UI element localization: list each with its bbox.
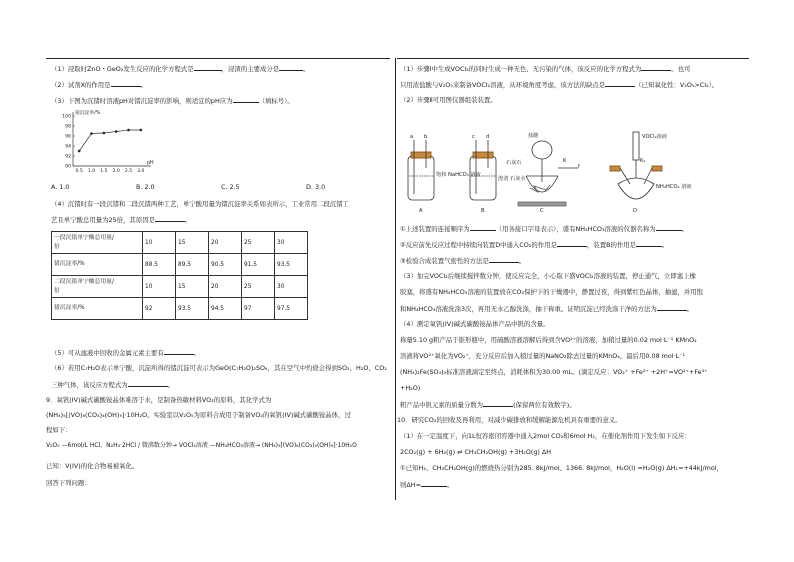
table-cell: 97.5 (275, 298, 308, 320)
right-column (397, 0, 787, 562)
answer-blank (657, 304, 687, 311)
r9-text: 粗产品中钒元素的质量分数为 (400, 401, 484, 409)
table-cell: 88.5 (143, 254, 176, 276)
table-cell: 97 (242, 298, 275, 320)
table-cell: 90.5 (209, 254, 242, 276)
y-tick-label: 98 (65, 124, 71, 130)
label-k2: K₂ (640, 158, 646, 164)
label-hcl: 盐酸 (528, 133, 539, 139)
table-row-label-text: 二段沉锗单宁酸总用量/ (54, 278, 114, 285)
answer-blank (128, 380, 168, 387)
table-row-label (52, 298, 143, 320)
choice-b: B. 2.0 (136, 183, 155, 191)
answer-blank (421, 480, 447, 487)
q10-equation: 2CO₂(g) + 6H₂(g) ⇌ CH₃CH₂OH(g) +3H₂O(g) ΔH (400, 448, 552, 456)
r1-text-b: 。也可 (671, 65, 691, 73)
answer-blank (557, 240, 587, 247)
q9-line-b: (NH₄)₅[(VO)₆(CO₃)₄(OH)₉]·10H₂O。实验室以V₂O₅为原料合成用于制备VO₂的氧钒(IV)碱式碳酸铵晶体，过 (46, 411, 351, 419)
x-tick-label: 2.0 (112, 169, 120, 174)
q9-line-c: 程如下： (46, 426, 72, 434)
answer-blank (155, 215, 185, 222)
q9-prompt: 回答下列问题： (46, 479, 91, 487)
x-tick-label: 1.0 (87, 169, 96, 174)
q9-line: 9．氧钒(IV)碱式碳酸铵晶体难溶于水，是制备热敏材料VO₂的原料，其化学式为 (46, 396, 272, 404)
r7-line: （4）测定氧钒(IV)碱式碳酸铵晶体产品中钒的含量。 (400, 320, 550, 328)
x-axis-label: pH (147, 161, 154, 166)
choice-d: D. 3.0 (306, 183, 326, 191)
table-row-label-text: 倍 (54, 243, 60, 250)
q2-text: （2）试剂X的作用是 (51, 81, 111, 89)
q3-line: （3）下图为沉锗时溶液pH对锗沉淀率的影响，则适宜的pH应为 （填标号）。 (51, 97, 294, 105)
answer-blank (489, 256, 519, 263)
label-nahco3: 饱和 NaHCO₃ 溶液 (436, 172, 481, 178)
q10-line-b: ①已知H₂、CH₃CH₂OH(g)的燃烧热分别为285. 8kJ/mol、1366. 8kJ/mol，H₂O(l) =H₂O(g) ΔH₁=+44kJ/mol， (400, 464, 723, 472)
q4-line-b: 艺且单宁酸总用量为25倍，其原因是 。 (51, 216, 192, 224)
r6-line-b: 胶塞，将盛有NH₄HCO₃溶液的装置放在CO₂保护下的干燥器中，静置过夜，得到紫红色晶体，抽滤，并用饱 (400, 288, 704, 296)
answer-blank (233, 96, 259, 103)
r6-line-c: 和NH₄HCO₃溶液洗涤3次，再用无水乙醇洗涤，抽干称重。证明沉淀已经洗涤干净的方法为 。 (400, 305, 694, 313)
series-line (79, 130, 141, 151)
q6-line-b: 三种气体，该反应方程式为 。 (51, 381, 175, 389)
r2-line: （2）步骤Ⅱ可用图仪器组装装置。 (400, 96, 497, 104)
table-row (52, 232, 308, 254)
r1-text-c: 只用浓盐酸与V₂O₅来制备VOCl₂溶液，从环境角度考虑，该方法的缺点是 (400, 81, 606, 89)
q1-text: （1）浸取时ZnO・GeO₂发生反应的化学方程式是 (51, 65, 194, 73)
r5-text: ③检验合成装置气密性的方法是 (400, 257, 489, 265)
data-point (140, 129, 143, 132)
table-cell: 89.5 (176, 254, 209, 276)
r4-text-b: ，装置B的作用是 (586, 241, 637, 249)
choice-c: C. 2.5 (221, 183, 240, 191)
q10-line-a: （1）在一定温度下，向1L恒容密闭容器中通入2mol CO₂和6mol H₂，在催化剂作用下发生如下反应： (400, 432, 691, 440)
table-cell: 93.5 (176, 298, 209, 320)
r9-line (400, 400, 576, 409)
table-cell: 15 (176, 276, 209, 298)
table-cell: 10 (143, 276, 176, 298)
data-point (90, 132, 93, 135)
r1-text: （1）步骤Ⅰ中生成VOCl₂的同时生成一种无色、无污染的气体，该反应的化学方程式为 (400, 65, 642, 73)
r3-text: ①上述装置的连接顺序为 (400, 225, 470, 233)
table-row-label-text: 倍 (54, 287, 60, 294)
table-cell: 20 (209, 276, 242, 298)
r3-text-b: （用各接口字母表示），盛有NH₄HCO₃溶液的仪器名称为 (495, 225, 656, 233)
r1-line-c: 只用浓盐酸与V₂O₅来制备VOCl₂溶液，从环境角度考虑，该方法的缺点是 （已知氧化性：V₂O₅>Cl₂）。 (400, 81, 719, 89)
label-limewater: 澄清 石灰水 (498, 176, 526, 182)
x-tick-label: 2.5 (124, 169, 133, 174)
table-row (52, 254, 308, 276)
r8-line-d: +H₂O) (400, 384, 421, 392)
q10-text-c: 则ΔH= (400, 481, 421, 489)
r8-line: 称量5.10 g粗产品于锥形瓶中，用硫酸溶液溶解后得到含VO²⁺的溶液，加稍过量的0.02 mol·L⁻¹ KMnO₄ (400, 336, 697, 344)
label-C: C (540, 208, 544, 214)
y-tick-label: 90 (65, 164, 71, 170)
label-b: b (424, 134, 428, 140)
table-row-label-text: 锗沉淀率/% (54, 261, 85, 267)
germanium-table (51, 231, 308, 320)
table-cell: 10 (143, 232, 176, 254)
q5-text: （5）可从滤液中回收的金属元素主要有 (51, 349, 164, 357)
q2-line: （2）试剂X的作用是 。 (51, 81, 147, 89)
label-B: B (481, 208, 485, 214)
column-divider (395, 58, 396, 500)
label-A: A (419, 208, 423, 214)
r6-text-c: 和NH₄HCO₃溶液洗涤3次，再用无水乙醇洗涤，抽干称重。证明沉淀已经洗涤干净的方法为 (400, 305, 657, 313)
table-row-label (52, 276, 143, 298)
table-row (52, 298, 308, 320)
data-point (78, 150, 81, 153)
label-a: a (410, 134, 414, 140)
answer-blank (605, 80, 635, 87)
x-tick-label: 3.0 (137, 169, 145, 174)
table-cell: 92 (143, 298, 176, 320)
table-row-label (52, 232, 143, 254)
apparatus-b (470, 140, 496, 200)
ph-chart (55, 108, 175, 180)
r9-text-b: (保留两位有效数字)。 (513, 401, 576, 409)
y-tick-label: 96 (65, 134, 71, 140)
label-limestone: 石灰石 (506, 160, 522, 166)
table-row-label-text: 锗沉淀率/% (54, 305, 85, 311)
y-tick-label: 92 (65, 154, 71, 160)
data-point (103, 132, 106, 135)
table-cell: 91.5 (242, 254, 275, 276)
q1-text-b: ，浸渣的主要成分是 (221, 65, 280, 73)
answer-blank (641, 64, 671, 71)
r1-text-d: （已知氧化性：V₂O₅>Cl₂） (635, 81, 712, 89)
answer-blank (483, 400, 513, 407)
q4-line: （4）沉锗时有一段沉锗和二段沉锗两种工艺，单宁酸用量为锗沉淀率关系如表所示，工业常用二段沉锗工 (51, 200, 350, 208)
q3-text: （3）下图为沉锗时溶液pH对锗沉淀率的影响，则适宜的pH应为 (51, 97, 233, 105)
y-axis-label: 锗沉淀率/% (75, 111, 101, 116)
r3-line: ①上述装置的连接顺序为 （用各接口字母表示），盛有NH₄HCO₃溶液的仪器名称为 。 (400, 225, 689, 233)
q10-text-d: 。 (446, 481, 454, 489)
q6-text-b: 三种气体，该反应方程式为 (51, 381, 128, 389)
label-nh4hco3: NH₄HCO₃ 溶液 (656, 184, 692, 190)
answer-blank (279, 64, 303, 71)
apparatus-d (610, 132, 662, 199)
answer-blank (164, 348, 194, 355)
label-d: d (486, 134, 490, 140)
table-cell: 15 (176, 232, 209, 254)
q3-text-b: （填标号） (258, 97, 288, 105)
r5-line: ③检验合成装置气密性的方法是 。 (400, 257, 526, 265)
q5-line: （5）可从滤液中回收的金属元素主要有 。 (51, 349, 201, 357)
r1-line (400, 64, 691, 73)
data-point (127, 129, 130, 132)
q10-line-c (400, 480, 453, 489)
answer-blank (470, 224, 496, 231)
x-tick-label: 1.5 (100, 169, 108, 174)
r4-line: ②反应前先反应过程中持续向装置D中通入CO₂的作用是 ，装置B的作用是 。 (400, 241, 669, 249)
label-vocl2: VOCl₂溶液 (642, 134, 668, 140)
q4-text-b: 艺且单宁酸总用量为25倍，其原因是 (51, 216, 155, 224)
left-column (0, 0, 390, 562)
apparatus-c (518, 141, 578, 206)
q6-line: （6）若用C₇H₂O表示单宁酸，沉淀所得的锗沉淀可表示为GeO(C₇H₂O)₂SO₄，其在空气中灼烧会得到SO₂、H₂O、CO₂ (51, 364, 387, 372)
apparatus-a (408, 140, 434, 200)
label-c: c (472, 134, 475, 140)
r8-line-c: (NH₄)₂Fe(SO₄)₂标准溶液滴定至终点，消耗体积为30.00 mL。(滴定反应：VO₂⁺ +Fe²⁺ +2H⁺=VO²⁺+Fe³⁺ (400, 368, 708, 376)
answer-blank (636, 240, 662, 247)
table-cell: 93.5 (275, 254, 308, 276)
table-row-label-text: 一段沉锗单宁酸总用量/ (54, 234, 114, 241)
label-f: f (578, 164, 580, 170)
r8-line-b: 溶液将VO²⁺氧化为VO₂⁺，充分反应后加入稍过量的NaNO₂除去过量的KMnO₄，最后用0.08 mol·L⁻¹ (400, 352, 686, 360)
q1-line: （1）浸取时ZnO・GeO₂发生反应的化学方程式是 ，浸渣的主要成分是 。 (51, 65, 310, 73)
table-cell: 20 (209, 232, 242, 254)
choice-a: A. 1.0 (51, 183, 70, 191)
y-tick-label: 94 (65, 144, 71, 150)
q9-process-equation: V₂O₅ —6mol/L HCl、N₂H₄·2HCl / 微沸数分钟→ VOCl₂溶液 —NH₄HCO₃溶液→ (NH₄)₅[(VO)₆(CO₃)₄(OH)₉]·10H₂O (46, 442, 357, 449)
label-k: K (563, 158, 567, 164)
label-D: D (633, 208, 637, 214)
table-cell: 25 (242, 276, 275, 298)
r4-text: ②反应前先反应过程中持续向装置D中通入CO₂的作用是 (400, 241, 557, 249)
q9-note: 已知：V(IV)的化合物易被氧化。 (46, 462, 139, 470)
table-cell: 94.5 (209, 298, 242, 320)
table-cell: 30 (275, 232, 308, 254)
table-row-label (52, 254, 143, 276)
table-cell: 30 (275, 276, 308, 298)
x-tick-label: 0.5 (75, 169, 83, 174)
answer-blank (111, 80, 141, 87)
answer-blank (656, 224, 682, 231)
table-row (52, 276, 308, 298)
y-tick-label: 100 (62, 114, 71, 120)
r6-line: （3）加完VOCl₂后继续搅拌数分钟，使反应完全，小心取下盛VOCl₂溶液的装置，停止通气，立即塞上橡 (400, 272, 696, 280)
table-cell: 25 (242, 232, 275, 254)
answer-blank (194, 64, 222, 71)
apparatus-diagram (400, 128, 700, 214)
data-point (115, 130, 118, 133)
q10-line: 10．研究CO₂的回收及再利用，对减少碳排放和缓解能源危机具有重要的意义。 (397, 416, 622, 424)
